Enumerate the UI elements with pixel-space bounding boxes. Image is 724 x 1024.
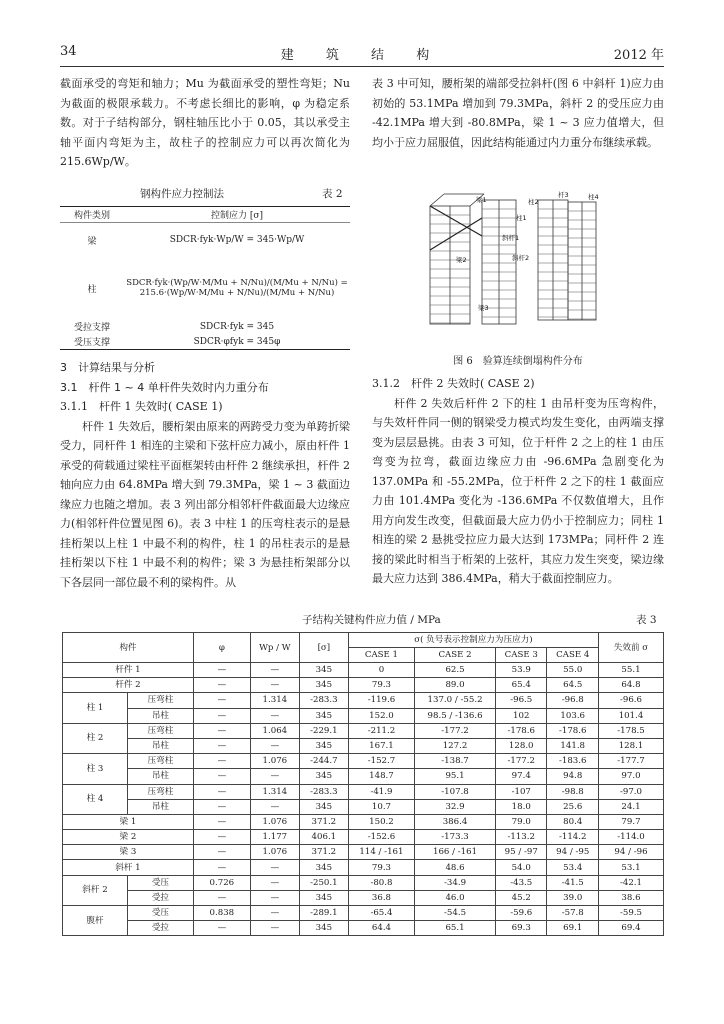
table3-cell: — bbox=[250, 860, 299, 875]
table3-cell: 79.7 bbox=[599, 814, 664, 829]
table3-cell: 166 / -161 bbox=[415, 845, 496, 860]
table3-cell: -178.5 bbox=[599, 723, 664, 738]
table3-cell: 371.2 bbox=[299, 845, 348, 860]
table3-cell: -41.5 bbox=[547, 875, 599, 890]
label-col4: 柱4 bbox=[588, 193, 599, 201]
table3-cell: — bbox=[193, 754, 250, 769]
table-row bbox=[63, 906, 664, 921]
table3-cell: 167.1 bbox=[348, 738, 414, 753]
table3-cell: -97.0 bbox=[599, 784, 664, 799]
table3-header-wpw: Wp / W bbox=[250, 633, 299, 663]
table2-title: 钢构件应力控制法 bbox=[140, 188, 224, 200]
table3-cell: -41.9 bbox=[348, 784, 414, 799]
table3-cell: 69.4 bbox=[599, 921, 664, 936]
journal-title: 建 筑 结 构 bbox=[280, 48, 444, 63]
table3-cell: 柱 1 bbox=[63, 693, 128, 723]
table3-cell: 38.6 bbox=[599, 890, 664, 905]
paragraph: 截面承受的弯矩和轴力；Mu 为截面承受的塑性弯矩；Nu 为截面的极限承载力。不考虑长细比的影响，φ 为稳定系数。对于子结构部分，钢柱轴压比小于 0.05，其以承受主轴平面内弯矩为主，故柱子的控制应力可以再次简化为 215.6Wp/W。 bbox=[60, 77, 350, 168]
journal-year: 2012 年 bbox=[613, 48, 664, 63]
table2-cell: SDCR·fyk·Wp/W = 345·Wp/W bbox=[124, 223, 350, 258]
table3-cell: 152.0 bbox=[348, 708, 414, 723]
table3-cell: 64.5 bbox=[547, 678, 599, 693]
table3-cell: 64.8 bbox=[599, 678, 664, 693]
table3-cell: 吊柱 bbox=[127, 708, 193, 723]
table-row bbox=[63, 845, 664, 860]
table3-cell: 102 bbox=[496, 708, 547, 723]
table3-cell: 53.9 bbox=[496, 663, 547, 678]
table-row bbox=[63, 921, 664, 936]
table3-cell: 24.1 bbox=[599, 799, 664, 814]
table3-cell: 345 bbox=[299, 799, 348, 814]
table3-cell: -96.8 bbox=[547, 693, 599, 708]
table3-cell: 79.3 bbox=[348, 678, 414, 693]
table3-header-phi: φ bbox=[193, 633, 250, 663]
table3-cell: 腹杆 bbox=[63, 906, 128, 936]
table3-header-member: 构件 bbox=[63, 633, 194, 663]
table3-cell: 150.2 bbox=[348, 814, 414, 829]
table3-cell: — bbox=[250, 799, 299, 814]
diagonal-2 bbox=[430, 218, 482, 250]
table3-cell: — bbox=[193, 678, 250, 693]
left-body bbox=[60, 358, 350, 592]
table3-cell: 345 bbox=[299, 678, 348, 693]
label-beam3: 梁3 bbox=[478, 304, 489, 312]
table3-title: 子结构关键构件应力值 / MPa bbox=[302, 614, 441, 626]
table3-cell: — bbox=[193, 830, 250, 845]
table3-cell: 62.5 bbox=[415, 663, 496, 678]
table3-cell: 压弯柱 bbox=[127, 723, 193, 738]
table3-cell: 128.1 bbox=[599, 738, 664, 753]
table3-cell: — bbox=[193, 845, 250, 860]
table3-cell: -177.2 bbox=[496, 754, 547, 769]
section-heading: 3 计算结果与分析 bbox=[60, 361, 155, 374]
table3-cell: 345 bbox=[299, 860, 348, 875]
table3-cell: 1.076 bbox=[250, 814, 299, 829]
figure-caption: 图 6 验算连续倒塌构件分布 bbox=[453, 356, 583, 367]
table3-cell: — bbox=[193, 708, 250, 723]
table3-cell: -183.6 bbox=[547, 754, 599, 769]
table3-cell: — bbox=[193, 799, 250, 814]
table-row bbox=[63, 890, 664, 905]
table3-cell: — bbox=[193, 738, 250, 753]
table3-cell: 0.838 bbox=[193, 906, 250, 921]
table3-cell: -283.3 bbox=[299, 784, 348, 799]
table-row bbox=[63, 723, 664, 738]
table3-cell: -178.6 bbox=[547, 723, 599, 738]
table-row bbox=[63, 769, 664, 784]
table3-cell: 杆件 2 bbox=[63, 678, 194, 693]
table3-cell: 压弯柱 bbox=[127, 754, 193, 769]
table3-cell: 压弯柱 bbox=[127, 693, 193, 708]
table3-cell: 141.8 bbox=[547, 738, 599, 753]
table3-cell: — bbox=[250, 663, 299, 678]
table3-cell: 柱 4 bbox=[63, 784, 128, 814]
diagonal-1 bbox=[430, 206, 482, 236]
table3 bbox=[62, 632, 664, 936]
table3-cell: 压弯柱 bbox=[127, 784, 193, 799]
table3-cell: -96.6 bbox=[599, 693, 664, 708]
table3-cell: -178.6 bbox=[496, 723, 547, 738]
table3-cell: — bbox=[250, 906, 299, 921]
table3-header-case: CASE 4 bbox=[547, 648, 599, 663]
table-row bbox=[63, 754, 664, 769]
table3-cell: -152.7 bbox=[348, 754, 414, 769]
table3-header-case: CASE 1 bbox=[348, 648, 414, 663]
table-row bbox=[63, 799, 664, 814]
table-row bbox=[63, 814, 664, 829]
paragraph: 表 3 中可知，腰桁架的端部受拉斜杆(图 6 中斜杆 1)应力由初始的 53.1MPa 增加到 79.3MPa，斜杆 2 的受压应力由 -42.1MPa 增大到 -80.8MPa，梁 1 ~ 3 应力值增大，但均小于应力屈服值，因此结构能通过内力重分布继续承载。 bbox=[372, 77, 664, 149]
table3-cell: 1.177 bbox=[250, 830, 299, 845]
table3-cell: -113.2 bbox=[496, 830, 547, 845]
table3-header-case: CASE 3 bbox=[496, 648, 547, 663]
table3-cell: 137.0 / -55.2 bbox=[415, 693, 496, 708]
table3-cell: 18.0 bbox=[496, 799, 547, 814]
table3-cell: 386.4 bbox=[415, 814, 496, 829]
table3-cell: 25.6 bbox=[547, 799, 599, 814]
table3-cell: 45.2 bbox=[496, 890, 547, 905]
table3-cell: 0 bbox=[348, 663, 414, 678]
table3-cell: 1.314 bbox=[250, 693, 299, 708]
table3-cell: — bbox=[250, 708, 299, 723]
table3-cell: 103.6 bbox=[547, 708, 599, 723]
table3-cell: -177.2 bbox=[415, 723, 496, 738]
table3-header-before: 失效前 σ bbox=[599, 633, 664, 663]
figure-6 bbox=[420, 188, 620, 333]
table-row bbox=[63, 663, 664, 678]
table3-cell: 69.3 bbox=[496, 921, 547, 936]
table3-cell: -80.8 bbox=[348, 875, 414, 890]
table3-cell: — bbox=[193, 723, 250, 738]
table-row bbox=[63, 738, 664, 753]
table3-cell: 371.2 bbox=[299, 814, 348, 829]
table2 bbox=[60, 206, 350, 350]
right-body bbox=[372, 374, 664, 589]
table3-cell: 69.1 bbox=[547, 921, 599, 936]
table3-cell: -59.5 bbox=[599, 906, 664, 921]
table3-body bbox=[63, 663, 664, 936]
table3-cell: 梁 2 bbox=[63, 830, 194, 845]
page-number: 34 bbox=[60, 44, 77, 59]
table3-cell: 65.1 bbox=[415, 921, 496, 936]
table3-cell: 受拉 bbox=[127, 890, 193, 905]
table2-cell: 受压支撑 bbox=[60, 334, 124, 350]
table3-cell: — bbox=[193, 663, 250, 678]
table3-cell: -96.5 bbox=[496, 693, 547, 708]
table3-cell: 53.4 bbox=[547, 860, 599, 875]
table3-cell: 94.8 bbox=[547, 769, 599, 784]
table3-cell: — bbox=[193, 784, 250, 799]
table3-header-sigma: [σ] bbox=[299, 633, 348, 663]
table-row bbox=[63, 875, 664, 890]
table3-cell: 斜杆 1 bbox=[63, 860, 194, 875]
table-row bbox=[63, 693, 664, 708]
table3-cell: 10.7 bbox=[348, 799, 414, 814]
section-heading: 3.1 杆件 1 ~ 4 单杆件失效时内力重分布 bbox=[60, 380, 269, 394]
table3-cell: 1.076 bbox=[250, 845, 299, 860]
table3-cell: 梁 3 bbox=[63, 845, 194, 860]
table-row bbox=[63, 678, 664, 693]
table-row bbox=[63, 784, 664, 799]
table3-header-group: σ( 负号表示控制应力为压应力) bbox=[348, 633, 598, 648]
label-col2: 柱2 bbox=[528, 198, 539, 206]
table3-cell: -152.6 bbox=[348, 830, 414, 845]
table3-cell: 345 bbox=[299, 738, 348, 753]
table3-cell: -211.2 bbox=[348, 723, 414, 738]
table3-cell: -114.2 bbox=[547, 830, 599, 845]
right-top-text bbox=[372, 74, 664, 152]
table3-cell: -43.5 bbox=[496, 875, 547, 890]
table2-cell: SDCR·fyk·(Wp/W·M/Mu + N/Nu)/(M/Mu + N/Nu) = 215.6·(Wp/W·M/Mu + N/Nu)/(M/Mu + N/Nu) bbox=[126, 278, 348, 298]
table3-cell: — bbox=[250, 890, 299, 905]
table3-cell: -177.7 bbox=[599, 754, 664, 769]
table3-cell: -54.5 bbox=[415, 906, 496, 921]
label-col1: 柱1 bbox=[516, 214, 527, 222]
table3-cell: 杆件 1 bbox=[63, 663, 194, 678]
table3-cell: — bbox=[193, 769, 250, 784]
table3-cell: 受压 bbox=[127, 875, 193, 890]
table3-cell: — bbox=[193, 860, 250, 875]
table3-cell: 柱 2 bbox=[63, 723, 128, 753]
table2-cell: 受拉支撑 bbox=[73, 323, 110, 333]
table3-cell: 39.0 bbox=[547, 890, 599, 905]
label-beam2: 梁2 bbox=[456, 256, 467, 264]
table3-cell: — bbox=[250, 769, 299, 784]
table3-cell: -283.3 bbox=[299, 693, 348, 708]
table3-cell: 65.4 bbox=[496, 678, 547, 693]
table3-cell: -65.4 bbox=[348, 906, 414, 921]
table-row bbox=[63, 708, 664, 723]
table3-cell: -244.7 bbox=[299, 754, 348, 769]
table2-header-stress: 控制应力 [σ] bbox=[124, 207, 350, 223]
table3-cell: -59.6 bbox=[496, 906, 547, 921]
table3-cell: 97.0 bbox=[599, 769, 664, 784]
table3-cell: — bbox=[250, 875, 299, 890]
table3-cell: 148.7 bbox=[348, 769, 414, 784]
table3-label: 表 3 bbox=[636, 614, 657, 626]
table3-cell: 1.064 bbox=[250, 723, 299, 738]
table3-cell: 0.726 bbox=[193, 875, 250, 890]
table3-cell: -107.8 bbox=[415, 784, 496, 799]
table3-cell: 98.5 / -136.6 bbox=[415, 708, 496, 723]
table3-cell: 95 / -97 bbox=[496, 845, 547, 860]
table3-cell: 32.9 bbox=[415, 799, 496, 814]
table3-cell: 吊柱 bbox=[127, 799, 193, 814]
table3-cell: 345 bbox=[299, 890, 348, 905]
table3-cell: 吊柱 bbox=[127, 769, 193, 784]
table3-cell: 94 / -96 bbox=[599, 845, 664, 860]
table3-cell: -289.1 bbox=[299, 906, 348, 921]
table3-cell: 114 / -161 bbox=[348, 845, 414, 860]
table3-cell: 受拉 bbox=[127, 921, 193, 936]
paragraph: 杆件 1 失效后，腰桁架由原来的两跨受力变为单跨折梁受力，同杆件 1 相连的主梁和下弦杆应力减小，原由杆件 1 承受的荷载通过梁柱平面框架转由杆件 2 继续承担，杆件 2 轴向应力由 64.8MPa 增大到 79.3MPa，梁 1 ~ 3 截面边缘应力也随之增加。表 3 列出部分相邻杆件截面最大边缘应力(相邻杆件位置见图 6)。表 3 中柱 1 的压弯柱表示的是悬挂桁架以上柱 1 中最不利的构件，柱 1 的吊柱表示的是悬挂桁架以下柱 1 中最不利的构件；梁 3 为悬挂桁架部分以下各层同一部位最不利的梁构件。从 bbox=[60, 419, 350, 589]
paragraph: 杆件 2 失效后杆件 2 下的柱 1 由吊杆变为压弯构件，与失效杆件同一侧的钢梁受力模式均发生变化，由两端支撑变为层层悬挑。由表 3 可知，位于杆件 2 之上的柱 1 由压弯变为拉弯，截面边缘应力由 -96.6MPa 急剧变化为 137.0MPa 和 -55.2MPa，位于杆件 2 之下的柱 1 截面应力由 101.4MPa 变化为 -136.6MPa 不仅数值增大，且作用方向发生改变，但截面最大应力仍小于控制应力；同柱 1 相连的梁 2 悬挑受拉应力最大达到 173MPa；同杆件 2 连接的梁此时相当于桁架的上弦杆，其应力发生突变，梁边缘最大应力达到 386.4MPa，稍大于截面控制应力。 bbox=[372, 396, 664, 585]
section-heading: 3.1.2 杆件 2 失效时( CASE 2) bbox=[372, 377, 535, 390]
table3-cell: 101.4 bbox=[599, 708, 664, 723]
section-heading: 3.1.1 杆件 1 失效时( CASE 1) bbox=[60, 400, 223, 413]
table3-cell: -119.6 bbox=[348, 693, 414, 708]
table3-cell: 64.4 bbox=[348, 921, 414, 936]
table3-cell: 梁 1 bbox=[63, 814, 194, 829]
label-diag1: 斜杆1 bbox=[502, 234, 520, 242]
table3-cell: 53.1 bbox=[599, 860, 664, 875]
table3-cell: -229.1 bbox=[299, 723, 348, 738]
label-rod3: 杆3 bbox=[558, 191, 569, 199]
table3-cell: 97.4 bbox=[496, 769, 547, 784]
table-row bbox=[63, 830, 664, 845]
table3-cell: 54.0 bbox=[496, 860, 547, 875]
table3-cell: -114.0 bbox=[599, 830, 664, 845]
table2-cell: SDCR·fyk = 345 bbox=[199, 321, 275, 332]
left-top-text bbox=[60, 74, 350, 180]
table3-cell: 48.6 bbox=[415, 860, 496, 875]
table3-cell: -138.7 bbox=[415, 754, 496, 769]
table3-cell: — bbox=[193, 890, 250, 905]
table2-header-type: 构件类别 bbox=[60, 207, 124, 223]
table3-cell: -173.3 bbox=[415, 830, 496, 845]
table3-cell: 1.076 bbox=[250, 754, 299, 769]
header-rule bbox=[60, 66, 664, 67]
table3-cell: 36.8 bbox=[348, 890, 414, 905]
table3-cell: 128.0 bbox=[496, 738, 547, 753]
table3-cell: -42.1 bbox=[599, 875, 664, 890]
table3-cell: 345 bbox=[299, 663, 348, 678]
page-header bbox=[60, 44, 664, 64]
table3-cell: 55.0 bbox=[547, 663, 599, 678]
table3-cell: 柱 3 bbox=[63, 754, 128, 784]
table3-cell: -98.8 bbox=[547, 784, 599, 799]
table3-cell: 46.0 bbox=[415, 890, 496, 905]
table2-cell: SDCR·φfyk = 345φ bbox=[124, 334, 350, 350]
table3-cell: 79.0 bbox=[496, 814, 547, 829]
table3-cell: 95.1 bbox=[415, 769, 496, 784]
table3-cell: 斜杆 2 bbox=[63, 875, 128, 905]
table3-cell: -34.9 bbox=[415, 875, 496, 890]
table2-cell: 梁 bbox=[60, 223, 124, 258]
table3-cell: -57.8 bbox=[547, 906, 599, 921]
table3-cell: 345 bbox=[299, 769, 348, 784]
table3-cell: 1.314 bbox=[250, 784, 299, 799]
table3-cell: — bbox=[250, 738, 299, 753]
table3-cell: 345 bbox=[299, 708, 348, 723]
table3-cell: 79.3 bbox=[348, 860, 414, 875]
table2-label: 表 2 bbox=[322, 188, 343, 200]
table3-cell: — bbox=[193, 693, 250, 708]
table3-cell: 吊柱 bbox=[127, 738, 193, 753]
table3-cell: 406.1 bbox=[299, 830, 348, 845]
table3-cell: 345 bbox=[299, 921, 348, 936]
label-beam1: 梁1 bbox=[476, 196, 487, 204]
table2-cell: 柱 bbox=[87, 284, 97, 295]
table3-cell: — bbox=[193, 921, 250, 936]
table3-cell: -250.1 bbox=[299, 875, 348, 890]
table-row bbox=[63, 860, 664, 875]
table3-cell: — bbox=[250, 921, 299, 936]
table3-header-case: CASE 2 bbox=[415, 648, 496, 663]
table3-cell: — bbox=[193, 814, 250, 829]
table3-cell: 89.0 bbox=[415, 678, 496, 693]
table3-cell: 受压 bbox=[127, 906, 193, 921]
table3-cell: 94 / -95 bbox=[547, 845, 599, 860]
table3-cell: 127.2 bbox=[415, 738, 496, 753]
table3-cell: -107 bbox=[496, 784, 547, 799]
table3-cell: 80.4 bbox=[547, 814, 599, 829]
table3-cell: — bbox=[250, 678, 299, 693]
label-diag2: 斜杆2 bbox=[512, 254, 530, 262]
table3-cell: 55.1 bbox=[599, 663, 664, 678]
